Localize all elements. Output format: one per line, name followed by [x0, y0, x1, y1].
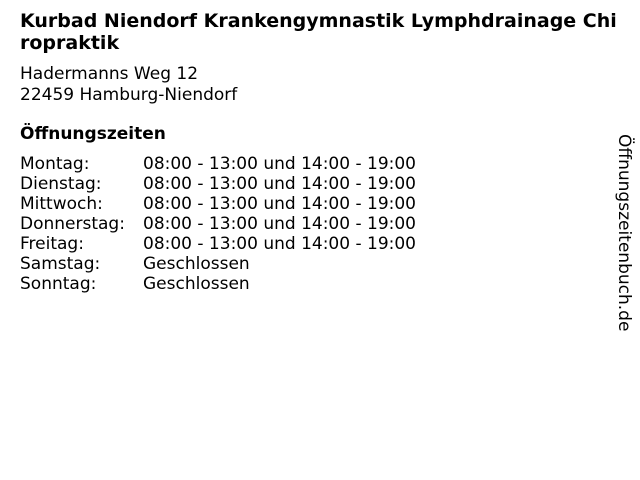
address [20, 64, 237, 106]
day-label: Sonntag: [20, 274, 97, 294]
time-range: 08:00 - 13:00 und 14:00 - 19:00 [143, 174, 416, 194]
city-address: 22459 Hamburg-Niendorf [20, 85, 238, 105]
time-range: Geschlossen [143, 274, 250, 294]
time-range: 08:00 - 13:00 und 14:00 - 19:00 [143, 194, 416, 214]
hours-row-monday [20, 154, 416, 174]
opening-hours-list [20, 154, 416, 294]
time-range: 08:00 - 13:00 und 14:00 - 19:00 [143, 154, 416, 174]
day-label: Dienstag: [20, 174, 102, 194]
day-label: Samstag: [20, 254, 101, 274]
day-label: Freitag: [20, 234, 84, 254]
site-watermark-label: Öffnungszeitenbuch.de [614, 134, 634, 332]
opening-hours-heading: Öffnungszeiten [20, 124, 166, 144]
day-label: Mittwoch: [20, 194, 103, 214]
hours-row-sunday [20, 274, 416, 294]
day-label: Montag: [20, 154, 90, 174]
time-range: Geschlossen [143, 254, 250, 274]
street-address: Hadermanns Weg 12 [20, 64, 199, 84]
day-label: Donnerstag: [20, 214, 125, 234]
business-name: Kurbad Niendorf Krankengymnastik Lymphdrainage Chiropraktik [20, 10, 617, 54]
time-range: 08:00 - 13:00 und 14:00 - 19:00 [143, 234, 416, 254]
hours-row-thursday [20, 214, 416, 234]
hours-row-saturday [20, 254, 416, 274]
hours-row-tuesday [20, 174, 416, 194]
time-range: 08:00 - 13:00 und 14:00 - 19:00 [143, 214, 416, 234]
hours-row-friday [20, 234, 416, 254]
hours-row-wednesday [20, 194, 416, 214]
